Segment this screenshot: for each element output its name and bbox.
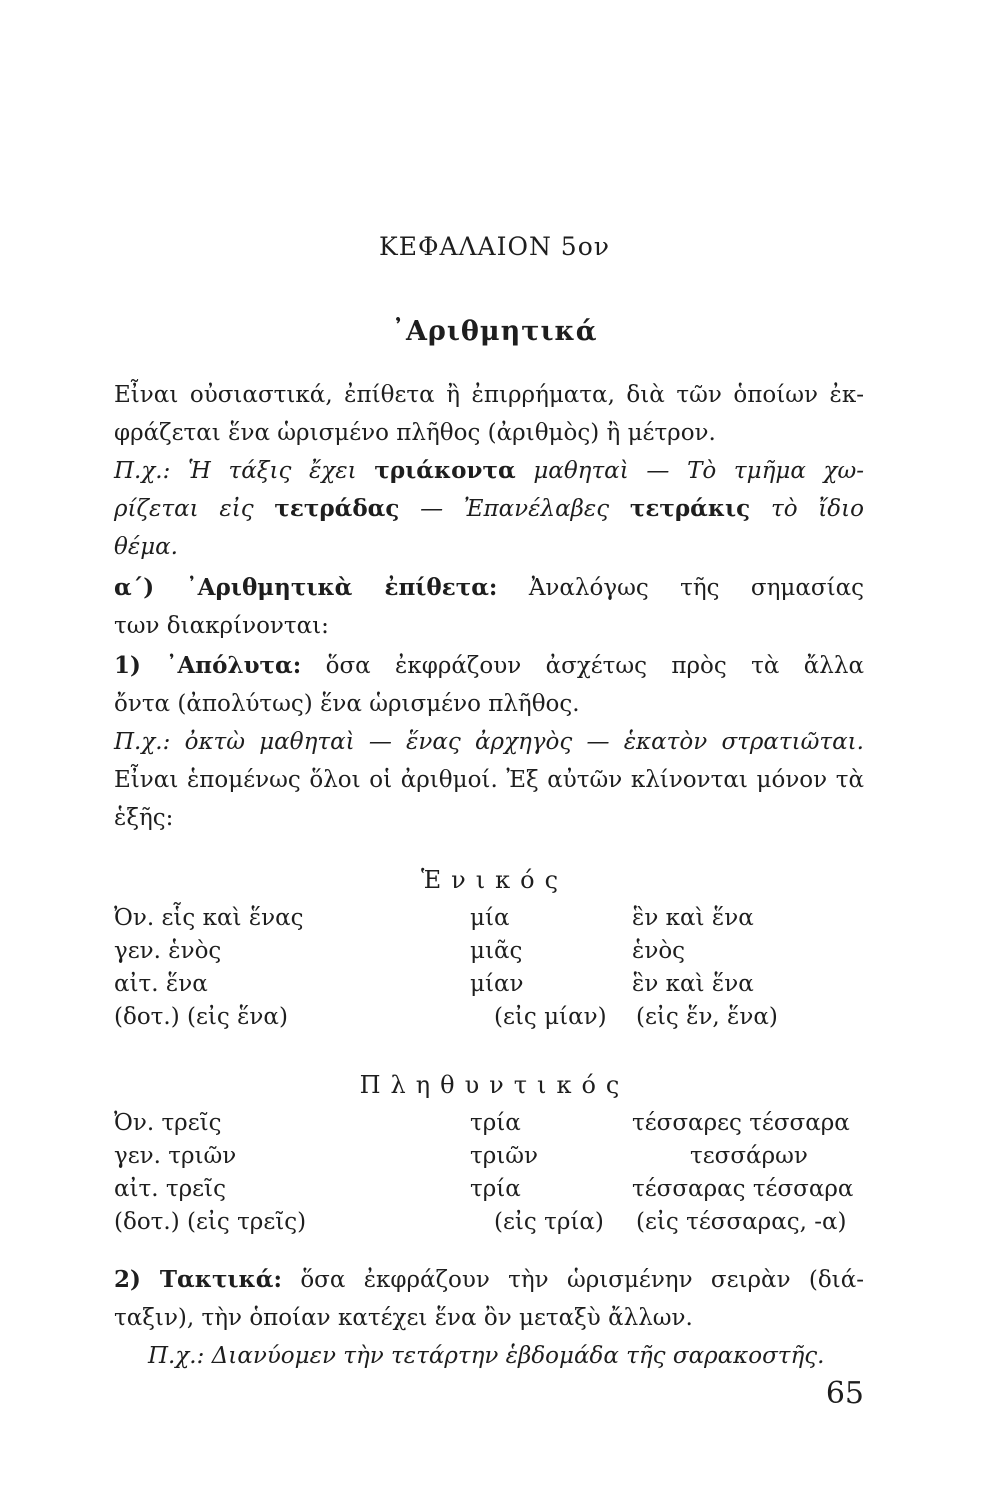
singular-cell: μιᾶς [470, 938, 523, 964]
example-text: ὀκτὼ μαθηταὶ — ἕνας ἀρχηγὸς — ἑκατὸν στρατιῶται. [184, 729, 864, 755]
subsection-2-label: 2) Τακτικά: [114, 1266, 282, 1293]
example-text: ρίζεται εἰς [114, 496, 254, 522]
singular-cell: ἓν καὶ ἕνα [632, 971, 754, 997]
subsection-a-label: α΄) ᾿Αριθμητικὰ ἐπίθετα: [114, 574, 498, 601]
plural-cell: γεν. τριῶν [114, 1143, 237, 1169]
example-emphasis: τριάκοντα [374, 457, 516, 484]
singular-cell: μία [470, 905, 510, 931]
subsection-a-line-2: των διακρίνονται: [114, 613, 329, 639]
singular-cell: (δοτ.) (εἰς ἕνα) [114, 1004, 288, 1030]
example-text: μαθηταὶ — Τὸ τμῆμα χω- [533, 458, 864, 484]
intro-example-line-1 [114, 456, 864, 486]
example-prefix: Π.χ.: [148, 1343, 205, 1369]
singular-cell: Ὀν. εἷς καὶ ἕνας [114, 905, 304, 931]
plural-heading: Πληθυντικός [359, 1071, 630, 1099]
example-emphasis: τετράδας [274, 495, 400, 522]
singular-cell: (εἰς ἕν, ἕνα) [636, 1004, 778, 1030]
subsection-2-text: ὅσα ἐκφράζουν τὴν ὡρισμένην σειρὰν (διά- [300, 1267, 865, 1293]
singular-cell: μίαν [470, 971, 524, 997]
subsection-2-line-1 [114, 1265, 864, 1295]
page-number: 65 [825, 1376, 864, 1411]
subsection-1-line-1 [114, 651, 864, 681]
singular-heading: Ἑνικός [420, 866, 569, 894]
plural-cell: τρία [470, 1110, 521, 1136]
plural-cell: αἰτ. τρεῖς [114, 1176, 226, 1202]
subsection-2-example [148, 1341, 898, 1371]
plural-cell: (εἰς τρία) [494, 1209, 604, 1235]
plural-cell: τριῶν [470, 1143, 539, 1169]
singular-cell: (εἰς μίαν) [494, 1004, 607, 1030]
singular-cell: αἰτ. ἕνα [114, 971, 208, 997]
subsection-1-label: 1) ᾿Απόλυτα: [114, 652, 302, 679]
plural-cell: τέσσαρες τέσσαρα [632, 1110, 850, 1136]
subsection-1-example [114, 727, 864, 757]
section-title: ᾿Αριθμητικά [391, 316, 598, 347]
intro-line-2: φράζεται ἕνα ὡρισμένο πλῆθος (ἀριθμὸς) ἢ μέτρον. [114, 420, 716, 446]
plural-cell: (εἰς τέσσαρας, -α) [636, 1209, 847, 1235]
plural-cell: τρία [470, 1176, 521, 1202]
subsection-1-text: ὅσα ἐκφράζουν ἀσχέτως πρὸς τὰ ἄλλα [325, 653, 864, 679]
singular-cell: γεν. ἑνὸς [114, 938, 222, 964]
example-emphasis: τετράκις [629, 495, 751, 522]
example-text: — Ἐπανέλαβες [420, 496, 610, 522]
subsection-a-text: Ἀναλόγως τῆς σημασίας [528, 575, 865, 601]
plural-cell: Ὀν. τρεῖς [114, 1110, 222, 1136]
chapter-title: ΚΕΦΑΛΑΙΟΝ 5ον [379, 232, 610, 261]
example-prefix: Π.χ.: [114, 458, 171, 484]
example-prefix: Π.χ.: [114, 729, 171, 755]
plural-cell: (δοτ.) (εἰς τρεῖς) [114, 1209, 307, 1235]
plural-cell: τέσσαρας τέσσαρα [632, 1176, 854, 1202]
singular-cell: ἑνὸς [632, 938, 686, 964]
example-text: Ἡ τάξις ἔχει [188, 458, 357, 484]
example-text: τὸ ἴδιο [770, 496, 865, 522]
subsection-2-line-2: ταξιν), τὴν ὁποίαν κατέχει ἕνα ὂν μεταξὺ ἄλλων. [114, 1305, 693, 1331]
subsection-1-line-3: Εἶναι ἑπομένως ὅλοι οἱ ἀριθμοί. Ἐξ αὐτῶν κλίνονται μόνον τὰ [114, 767, 864, 793]
example-text: Διανύομεν τὴν τετάρτην ἑβδομάδα τῆς σαρακοστῆς. [211, 1343, 825, 1369]
subsection-1-line-2: ὄντα (ἀπολύτως) ἕνα ὡρισμένο πλῆθος. [114, 691, 580, 717]
intro-example-line-3: θέμα. [114, 534, 178, 560]
singular-cell: ἓν καὶ ἕνα [632, 905, 754, 931]
intro-line-1: Εἶναι οὐσιαστικά, ἐπίθετα ἢ ἐπιρρήματα, διὰ τῶν ὁποίων ἐκ- [114, 382, 864, 408]
subsection-a-line-1 [114, 573, 864, 603]
intro-example-line-2 [114, 494, 864, 524]
plural-cell: τεσσάρων [690, 1143, 808, 1169]
subsection-1-line-4: ἑξῆς: [114, 805, 174, 831]
